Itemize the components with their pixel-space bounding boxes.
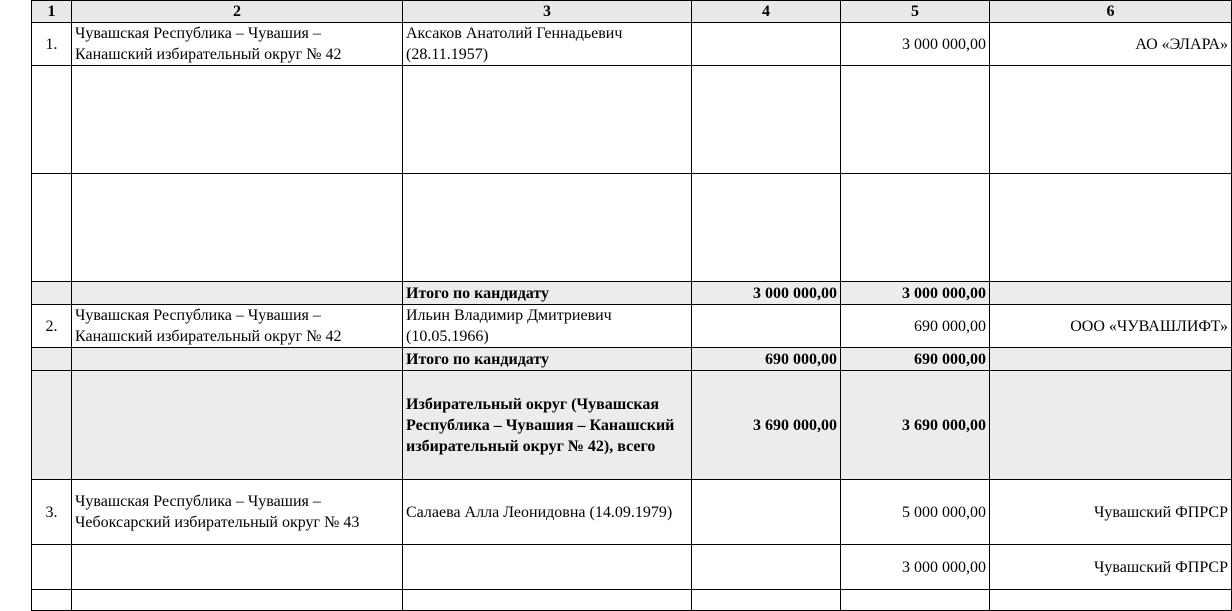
table-row [32,23,1232,66]
header-cell-3: 3 [403,1,692,23]
amount-cell: 690 000,00 [841,305,990,348]
row-number: 1. [32,23,72,66]
subtotal-label: Итого по кандидату [403,348,692,371]
header-cell-5: 5 [841,1,990,23]
donor-cell: ООО «ЧУВАШЛИФТ» [990,305,1232,348]
district-cell: Чувашская Республика – Чувашия – Канашский избирательный округ № 42 [72,305,403,348]
subtotal-col5: 690 000,00 [841,348,990,371]
candidate-cell: Ильин Владимир Дмитриевич (10.05.1966) [403,305,692,348]
candidate-funds-table [31,0,1232,611]
row-number: 2. [32,305,72,348]
header-cell-6: 6 [990,1,1232,23]
district-total-col4: 3 690 000,00 [692,371,841,480]
amount-cell: 5 000 000,00 [841,480,990,545]
subtotal-col5: 3 000 000,00 [841,282,990,305]
subtotal-col4: 3 000 000,00 [692,282,841,305]
header-cell-1: 1 [32,1,72,23]
district-total-label: Избирательный округ (Чувашская Республика – Чувашия – Канашский избирательный округ № 42), всего [403,371,692,480]
col4-cell [692,305,841,348]
donor-cell: АО «ЭЛАРА» [990,23,1232,66]
header-cell-4: 4 [692,1,841,23]
table-row-empty [32,174,1232,282]
col4-cell [692,23,841,66]
donor-cell: Чувашский ФПРСР [990,545,1232,590]
candidate-cell: Аксаков Анатолий Геннадьевич (28.11.1957) [403,23,692,66]
header-cell-2: 2 [72,1,403,23]
subtotal-col4: 690 000,00 [692,348,841,371]
district-total-col5: 3 690 000,00 [841,371,990,480]
amount-cell: 3 000 000,00 [841,23,990,66]
table-row [32,305,1232,348]
subtotal-row [32,282,1232,305]
table-row [32,545,1232,590]
table-row-empty [32,66,1232,174]
district-cell: Чувашская Республика – Чувашия – Канашский избирательный округ № 42 [72,23,403,66]
amount-cell: 3 000 000,00 [841,545,990,590]
row-number: 3. [32,480,72,545]
header-row [32,1,1232,23]
donor-cell: Чувашский ФПРСР [990,480,1232,545]
district-total-row [32,371,1232,480]
subtotal-label: Итого по кандидату [403,282,692,305]
table-row-empty [32,590,1232,611]
district-cell: Чувашская Республика – Чувашия – Чебоксарский избирательный округ № 43 [72,480,403,545]
candidate-cell: Салаева Алла Леонидовна (14.09.1979) [403,480,692,545]
subtotal-row [32,348,1232,371]
col4-cell [692,480,841,545]
table-row [32,480,1232,545]
